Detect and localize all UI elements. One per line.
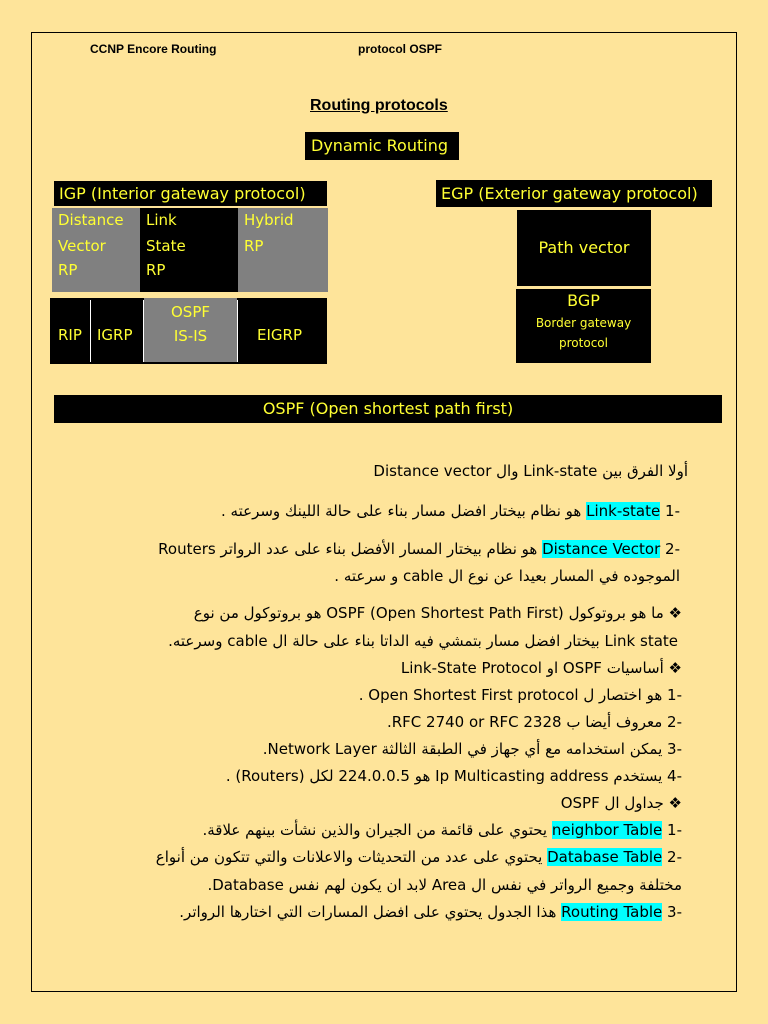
ls-line-2: State [146,237,186,255]
dv-line-2: Vector [58,237,106,255]
bgp-sub-2: protocol [559,336,608,350]
basics-1: -1 هو اختصار ل Open Shortest First protocol . [358,686,682,704]
ospf-cell [144,298,237,362]
bullet-what-is-ospf-cont: Link state بيختار افضل مسار بتمشي فيه الداتا بناء على حالة ال cable وسرعته. [168,632,678,650]
highlight-neighbor-table: neighbor Table [551,821,663,839]
intro-line: أولا الفرق بين Link-state وال Distance vector [373,462,688,480]
hy-line-2: RP [244,237,264,255]
bullet-basics: ❖ أساسيات OSPF او Link-State Protocol [400,659,682,677]
igp-label: IGP (Interior gateway protocol) [54,181,327,206]
basics-2: -2 معروف أيضا ب RFC 2740 or RFC 2328. [386,713,682,731]
item-text: هو نظام بيختار المسار الأفضل بناء على عدد الرواتر Routers [158,540,538,558]
item-text: هو نظام بيختار افضل مسار بناء على حالة اللينك وسرعته . [221,502,582,520]
divider [90,300,91,362]
item-text: يحتوي على عدد من التحديثات والاعلانات والتي تتكون من أنواع [155,848,543,866]
bullet-what-is-ospf: ❖ ما هو بروتوكول OSPF (Open Shortest Path First) هو بروتوكول من نوع [193,604,682,622]
ls-line-1: Link [146,211,177,229]
dynamic-routing-box: Dynamic Routing [305,132,459,160]
basics-4: -4 يستخدم Ip Multicasting address هو 224.0.0.5 لكل (Routers) . [225,767,682,785]
item-distance-vector [158,540,680,558]
path-vector-box: Path vector [517,210,651,286]
dv-line-1: Distance [58,211,124,229]
highlight-database-table: Database Table [547,848,663,866]
distance-vector-cell [52,208,140,292]
page-title: Routing protocols [310,97,448,114]
bgp-title: BGP [567,291,600,310]
link-state-cell [140,208,238,292]
item-number: -2 [665,540,680,558]
ls-line-3: RP [146,261,166,279]
hybrid-cell [238,208,328,292]
item-number: -1 [665,502,680,520]
ospf-line-1: OSPF [170,303,210,321]
hy-line-1: Hybrid [244,211,294,229]
table-database [156,848,682,866]
highlight-link-state: Link-state [586,502,661,520]
highlight-distance-vector: Distance Vector [542,540,661,558]
item-link-state [221,502,680,520]
header-right: protocol OSPF [358,42,442,56]
eigrp-label: EIGRP [257,326,302,344]
item-number: -3 [667,903,682,921]
item-distance-vector-cont: الموجوده في المسار بعيدا عن نوع ال cable و سرعته . [334,567,680,585]
egp-label: EGP (Exterior gateway protocol) [436,180,712,207]
bgp-sub-1: Border gateway [535,316,632,330]
item-number: -1 [667,821,682,839]
bullet-tables: ❖ جداول ال OSPF [560,794,682,812]
dv-line-3: RP [58,261,78,279]
divider [237,300,238,362]
bgp-box [516,289,651,363]
ospf-banner: OSPF (Open shortest path first) [54,395,722,423]
table-database-cont: مختلفة وجميع الرواتر في نفس ال Area لابد ان يكون لهم نفس Database. [207,876,682,894]
item-number: -2 [667,848,682,866]
item-text: يحتوي على قائمة من الجيران والذين نشأت بينهم علاقة. [202,821,548,839]
table-routing [179,903,682,921]
ospf-line-2: IS-IS [173,327,208,345]
header-left: CCNP Encore Routing [90,42,217,56]
table-neighbor [202,821,682,839]
rip-label: RIP [58,326,82,344]
item-text: هذا الجدول يحتوي على افضل المسارات التي اختارها الرواتر. [179,903,557,921]
basics-3: -3 يمكن استخدامه مع أي جهاز في الطبقة الثالثة Network Layer. [262,740,682,758]
highlight-routing-table: Routing Table [561,903,663,921]
igrp-label: IGRP [97,326,133,344]
